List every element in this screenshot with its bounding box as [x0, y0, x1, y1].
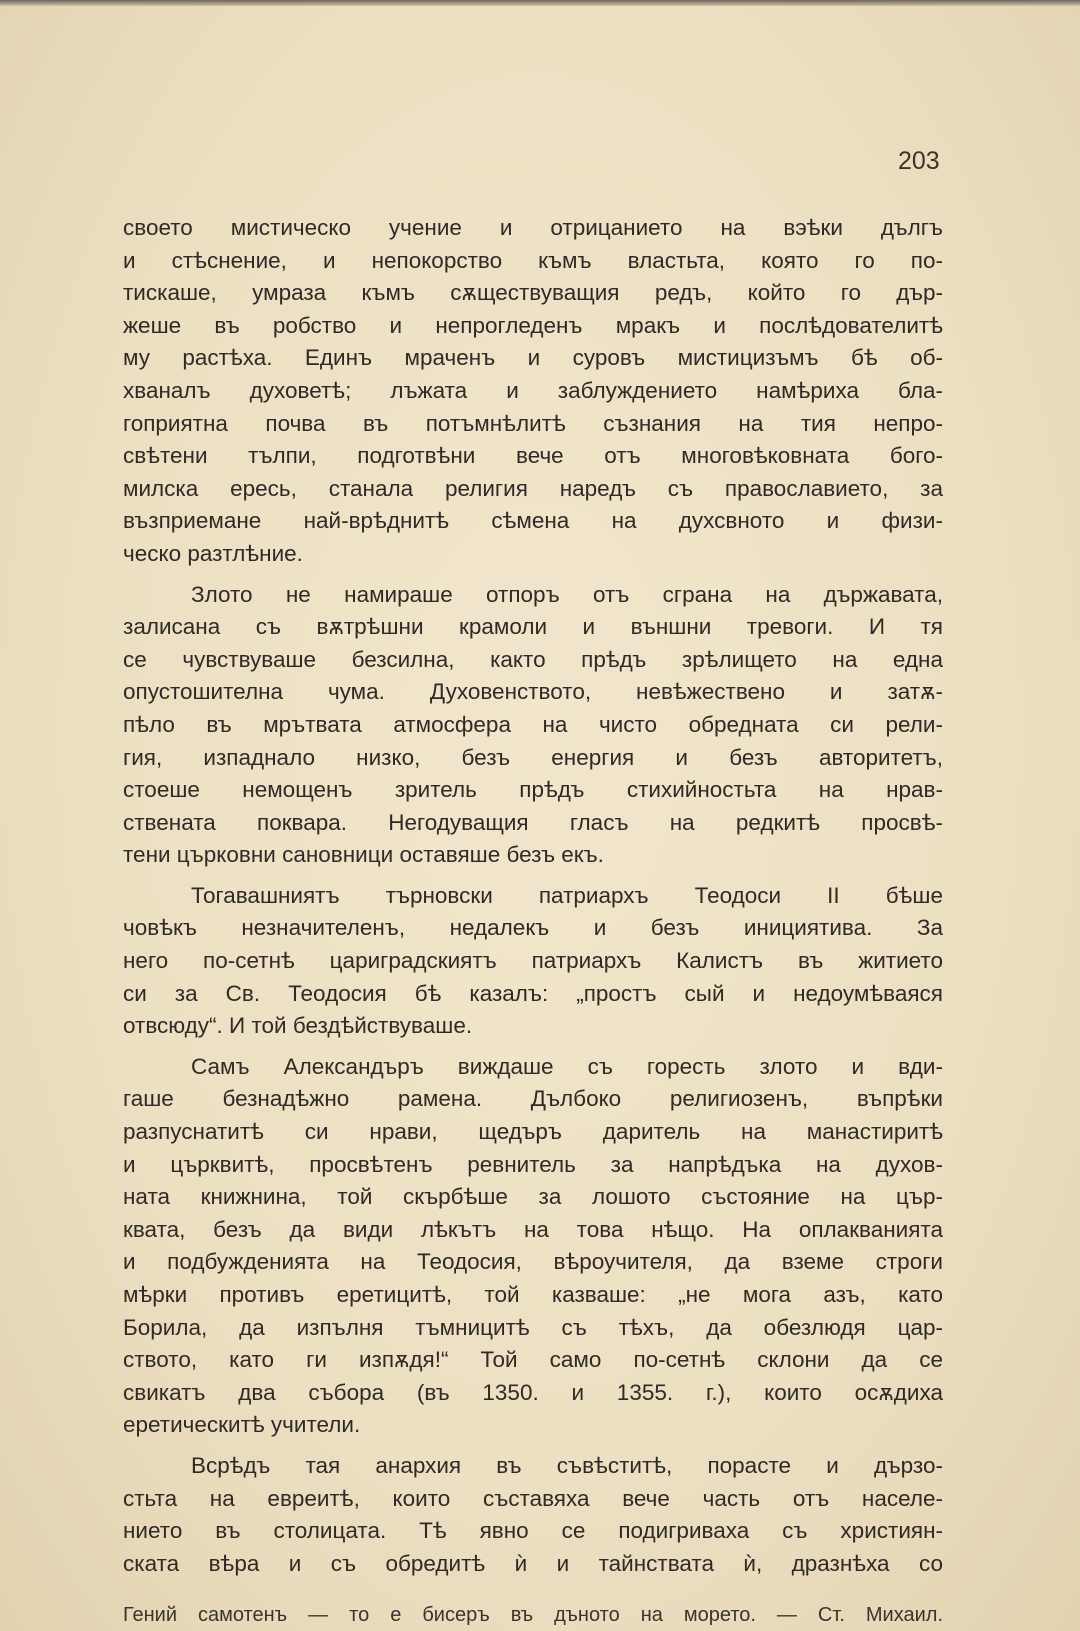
text-line: разпуснатитѣ си нрави, щедъръ даритель на манастиритѣ — [123, 1119, 943, 1145]
text-line: тискаше, умраза къмъ сѫществуващия редъ, който го дър- — [123, 280, 943, 306]
footer-epigraph: Гений самотенъ — то е бисеръ въ дъното на морето. — Ст. Михаил. — [123, 1604, 943, 1627]
text-line: ствената поквара. Негодуващия гласъ на редкитѣ просвѣ- — [123, 809, 943, 835]
text-line: него по-сетнѣ цариградскиятъ патриархъ Калистъ въ житието — [123, 948, 943, 974]
text-line: свикатъ два събора (въ 1350. и 1355. г.), които осѫдиха — [123, 1379, 943, 1405]
text-line: си за Св. Теодосия бѣ казалъ: „простъ сый и недоумѣваяся — [123, 980, 943, 1006]
text-line: и църквитѣ, просвѣтенъ ревнитель за напрѣдъка на духов- — [123, 1151, 943, 1177]
text-line: ството, като ги изпѫдя!“ Той само по-сетнѣ склони да се — [123, 1347, 943, 1373]
text-line: милска ересь, станала религия наредъ съ православието, за — [123, 475, 943, 501]
paragraph — [123, 1051, 943, 1442]
paragraph — [123, 212, 943, 571]
body-text — [123, 212, 943, 1580]
text-line: се чувствуваше безсилна, както прѣдъ зрѣлището на една — [123, 646, 943, 672]
text-line: Тогавашниятъ търновски патриархъ Теодоси II бѣше — [191, 882, 943, 908]
text-line: залисана съ вѫтрѣшни крамоли и външни тревоги. И тя — [123, 614, 943, 640]
text-line: ската вѣра и съ обредитѣ ѝ и тайнствата ѝ, дразнѣха со — [123, 1550, 943, 1576]
text-line: гаше безнадѣжно рамена. Дълбоко религиозенъ, въпрѣки — [123, 1086, 943, 1112]
text-line: нието въ столицата. Тѣ явно се подигриваха съ християн- — [123, 1518, 943, 1544]
text-line: свѣтени тълпи, подготвѣни вече отъ многовѣковната бого- — [123, 443, 943, 469]
text-line: еретическитѣ учители. — [123, 1412, 361, 1438]
text-line: Самъ Александъръ виждаше съ горесть злото и вди- — [191, 1053, 943, 1079]
paragraph — [123, 880, 943, 1043]
text-line: пѣло въ мрътвата атмосфера на чисто обредната си рели- — [123, 711, 943, 737]
paragraph — [123, 579, 943, 872]
text-line: Всрѣдъ тая анархия въ съвѣститѣ, порасте и дързо- — [191, 1452, 943, 1478]
text-line: гоприятна почва въ потъмнѣлитѣ съзнания на тия непро- — [123, 410, 943, 436]
text-line: ната книжнина, той скърбѣше за лошото състояние на цър- — [123, 1184, 943, 1210]
text-line: хваналъ духоветѣ; лъжата и заблуждението намѣриха бла- — [123, 377, 943, 403]
text-line: своето мистическо учение и отрицанието на вэѣки дългъ — [123, 215, 943, 240]
text-line: мѣрки противъ еретицитѣ, той казваше: „не мога азъ, като — [123, 1282, 943, 1307]
text-line: възприемане най-врѣднитѣ сѣмена на духсвното и физи- — [123, 508, 943, 534]
text-line: ческо разтлѣние. — [123, 540, 303, 566]
text-line: и стѣснение, и непокорство къмъ властьта, която го по- — [123, 247, 943, 273]
paragraph — [123, 1450, 943, 1580]
page-content — [123, 212, 943, 1628]
text-line: човѣкъ незначителенъ, недалекъ и безъ инициятива. За — [123, 915, 943, 941]
page-top-edge — [0, 0, 1080, 6]
text-line: жеше въ робство и непрогледенъ мракъ и послѣдователитѣ — [123, 312, 943, 338]
text-line: отвсюду“. И той бездѣйствуваше. — [123, 1013, 473, 1039]
text-line: квата, безъ да види лѣкътъ на това нѣщо. На оплакванията — [123, 1216, 943, 1242]
text-line: Злото не намираше отпоръ отъ сграна на държавата, — [191, 581, 943, 607]
text-line: стоеше немощенъ зритель прѣдъ стихийностьта на нрав- — [123, 777, 943, 803]
text-line: стьта на евреитѣ, които съставяха вече часть отъ населе- — [123, 1485, 943, 1511]
page-number: 203 — [898, 147, 940, 175]
text-line: Борила, да изпълня тъмницитѣ съ тѣхъ, да обезлюдя цар- — [123, 1314, 943, 1340]
text-line: му растѣха. Единъ мраченъ и суровъ мистицизъмъ бѣ об- — [123, 345, 943, 371]
text-line: тени църковни сановници оставяше безъ екъ. — [123, 842, 604, 868]
text-line: гия, изпаднало низко, безъ енергия и безъ авторитетъ, — [123, 744, 943, 770]
text-line: и подбужденията на Теодосия, вѣроучителя, да вземе строги — [123, 1249, 943, 1275]
text-line: опустошителна чума. Духовенството, невѣжествено и затѫ- — [123, 679, 943, 705]
